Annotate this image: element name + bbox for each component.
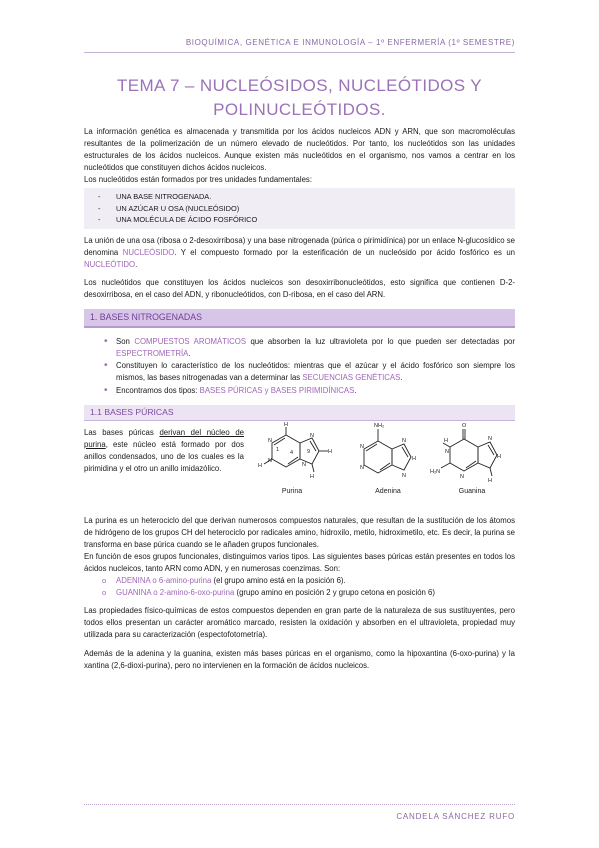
svg-text:H: H xyxy=(412,455,416,462)
svg-text:N: N xyxy=(268,457,272,464)
svg-text:H₂N: H₂N xyxy=(430,468,441,475)
svg-text:NH₂: NH₂ xyxy=(374,422,385,429)
svg-text:H: H xyxy=(310,473,314,480)
figure-label-adenina: Adenina xyxy=(375,487,401,495)
guanina-structure-figure xyxy=(430,421,514,501)
svg-text:N: N xyxy=(460,473,464,480)
svg-text:N: N xyxy=(360,443,364,450)
svg-text:N: N xyxy=(360,464,364,471)
purine-paragraph-1: Las bases púricas derivan del núcleo de purina, este núcleo está formado por dos anillos condensados, uno de los cuales es la pirimidina y el otro un anillo imidazólico. xyxy=(84,427,245,473)
svg-text:N: N xyxy=(302,461,306,468)
footer-author: CANDELA SÁNCHEZ RUFO xyxy=(396,812,515,821)
svg-text:4: 4 xyxy=(290,449,294,456)
svg-text:H: H xyxy=(284,421,288,428)
purine-paragraph-3: En función de esos grupos funcionales, distinguimos varios tipos. Las siguientes bases púricas están presentes en todos los ácidos nucleicos, tanto ARN como ADN, y en numerosas coenzimas. Son: xyxy=(84,551,515,573)
svg-text:H: H xyxy=(258,462,262,469)
svg-text:N: N xyxy=(402,472,406,479)
document-body xyxy=(84,126,515,672)
purine-intro-row xyxy=(84,421,515,515)
svg-text:N: N xyxy=(268,437,272,444)
adenina-structure-figure xyxy=(346,421,430,501)
purine-types-list xyxy=(84,575,515,599)
svg-text:N: N xyxy=(488,435,492,442)
svg-text:O: O xyxy=(462,422,467,429)
intro-paragraph-3: La unión de una osa (ribosa o 2-desoxirribosa) y una base nitrogenada (púrica o pirimidínica) por un enlace N-glucosídico se denomina NUCLEÓSIDO. Y el compuesto formado por la esterificación de un nucleósido por ácido fosfórico es un NUCLEÓTIDO. xyxy=(84,235,515,269)
list-item: o GUANINA o 2-amino-6-oxo-purina (grupo amino en posición 2 y grupo cetona en posición 6) xyxy=(116,587,515,599)
purine-paragraph-2: La purina es un heterociclo del que derivan numerosos compuestos naturales, que resultan de la sustitución de los átomos de hidrógeno de los grupos CH del heterociclo por radicales amino, hidroxilo, metilo, hidroximetilo, etc. Es decir, la purina se transforma en base púrica cuando se le añaden grupos funcionales. xyxy=(84,515,515,549)
svg-text:H: H xyxy=(328,448,332,455)
title-line-2: POLINUCLEÓTIDOS. xyxy=(213,100,386,119)
svg-text:9: 9 xyxy=(307,448,311,455)
purina-structure-figure xyxy=(252,421,334,501)
unit-item: - UN AZÚCAR U OSA (NUCLEÓSIDO) xyxy=(98,203,240,213)
term-nucleosido: NUCLEÓSIDO xyxy=(122,247,175,257)
purine-paragraph-4: Las propiedades físico-químicas de estos compuestos dependen en gran parte de la naturaleza de sus sustituyentes, pero todos ellos presentan un carácter aromático marcado, resisten la oxidación y absorben en el ultravioleta, propiedad muy utilizada para su caracterización (espectofotometría). xyxy=(84,606,515,640)
term-nucleotido: NUCLEÓTIDO xyxy=(84,259,136,269)
svg-text:N: N xyxy=(310,432,314,439)
page-title xyxy=(84,74,515,122)
footer-divider xyxy=(84,804,515,805)
intro-paragraph-2: Los nucleótidos están formados por tres unidades fundamentales: xyxy=(84,175,312,185)
list-item: • Son COMPUESTOS AROMÁTICOS que absorben la luz ultravioleta por lo que pueden ser detectadas por ESPECTROMETRÍA. xyxy=(116,336,515,360)
list-item: • Constituyen lo característico de los nucleótidos: mientras que el azúcar y el ácido fosfórico son siempre los mismos, las bases nitrogenadas van a determinar las SECUENCIAS GENÉTICAS. xyxy=(116,360,515,384)
list-item: o ADENINA o 6-amino-purina (el grupo amino está en la posición 6). xyxy=(116,575,515,587)
purine-paragraph-5: Además de la adenina y la guanina, existen más bases púricas en el organismo, como la hipoxantina (6-oxo-purina) y la xantina (2,6-dioxi-purina), pero no intervienen en la formación de ácidos nucleicos. xyxy=(84,648,515,670)
figure-label-guanina: Guanina xyxy=(458,487,486,495)
svg-text:H: H xyxy=(444,437,448,444)
title-line-1: TEMA 7 – NUCLEÓSIDOS, NUCLEÓTIDOS Y xyxy=(116,76,483,95)
bases-bullet-list xyxy=(84,336,515,396)
unit-item: - UNA BASE NITROGENADA. xyxy=(98,192,212,202)
unit-item: - UNA MOLÉCULA DE ÁCIDO FOSFÓRICO xyxy=(98,215,258,225)
intro-paragraph-4: Los nucleótidos que constituyen los ácidos nucleicos son desoxirribonucleótidos, esto significa que contienen D-2-desoxirribosa, en el caso del ADN, y ribonucleótidos, con D-ribosa, en el caso del ARN. xyxy=(84,277,515,300)
svg-text:1: 1 xyxy=(276,446,280,453)
running-header: BIOQUÍMICA, GENÉTICA E INMUNOLOGÍA – 1º ENFERMERÍA (1º SEMESTRE) xyxy=(185,38,515,47)
svg-text:N: N xyxy=(445,448,449,455)
units-box xyxy=(84,188,515,228)
subsection-heading-puricas: 1.1 BASES PÚRICAS xyxy=(84,405,515,421)
figure-label-purina: Purina xyxy=(281,487,303,495)
section-heading-bases: 1. BASES NITROGENADAS xyxy=(84,309,515,328)
intro-paragraph-1: La información genética es almacenada y transmitida por los ácidos nucleicos ADN y ARN, que son macromoléculas resultantes de la polimerización de un número elevado de nucleótidos. Por tanto, los nucleótidos son las unidades estructurales de los ácidos nucleicos. Aunque existen más nucleótidos en el organismo, nos vamos a centrar en los nucleótidos que constituyen dichos ácidos nucleicos. xyxy=(84,127,515,173)
header-divider xyxy=(84,52,515,53)
svg-text:N: N xyxy=(402,437,406,444)
list-item: • Encontramos dos tipos: BASES PÚRICAS y BASES PIRIMIDÍNICAS. xyxy=(116,385,515,397)
svg-text:H: H xyxy=(497,453,501,460)
svg-text:H: H xyxy=(488,477,492,484)
